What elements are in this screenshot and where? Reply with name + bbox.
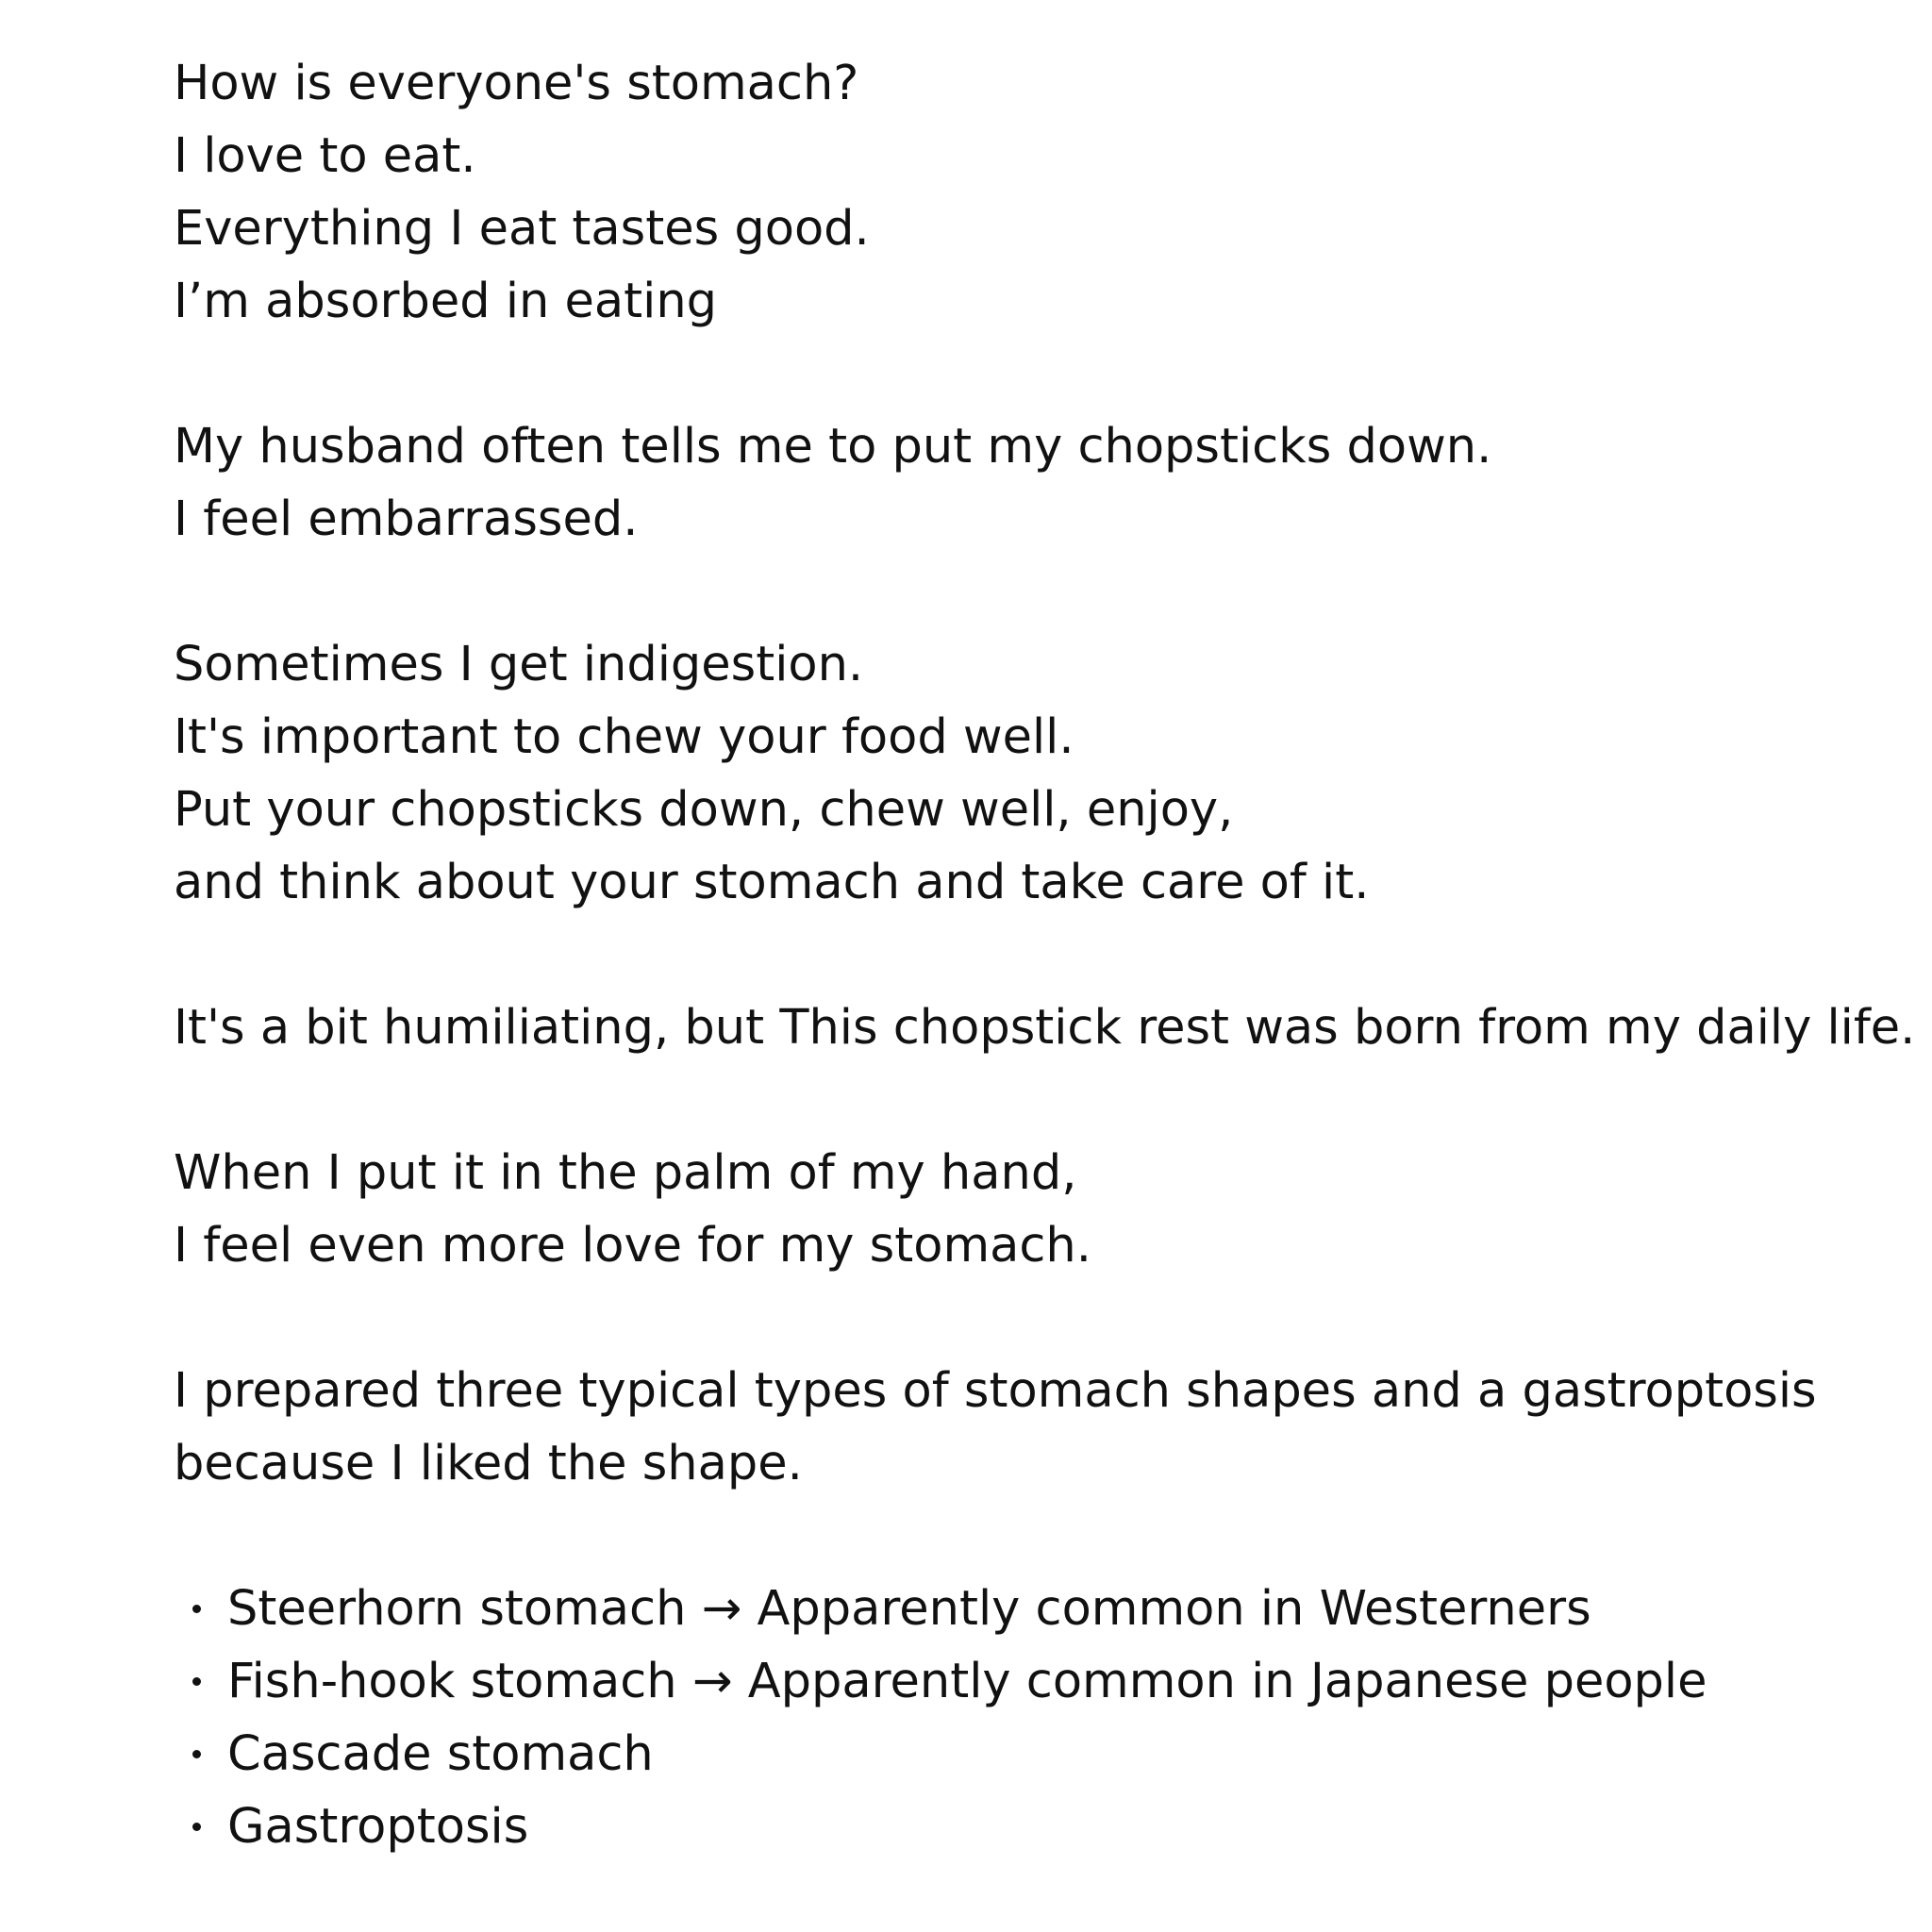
text-line: I feel embarrassed. (174, 491, 639, 547)
list-item (174, 1645, 1909, 1718)
list-item-text: Gastroptosis (227, 1799, 529, 1855)
list-item-text: Steerhorn stomach → Apparently common in Westerners (227, 1581, 1591, 1637)
bullet-dot-icon (192, 1605, 201, 1613)
list-item-text: Cascade stomach (227, 1726, 654, 1782)
paragraph-gap (174, 338, 1909, 410)
text-line: and think about your stomach and take care of it. (174, 855, 1370, 910)
paragraph-intro (174, 47, 1909, 338)
text-line: My husband often tells me to put my chopsticks down. (174, 419, 1492, 475)
text-line: I’m absorbed in eating (174, 274, 718, 329)
text-line: When I put it in the palm of my hand, (174, 1145, 1077, 1201)
text-line: Everything I eat tastes good. (174, 201, 870, 257)
paragraph-husband (174, 410, 1909, 556)
paragraph-palm (174, 1137, 1909, 1282)
list-item (174, 1718, 1909, 1790)
paragraph-gap (174, 1064, 1909, 1137)
bullet-dot-icon (192, 1750, 201, 1758)
text-line: I love to eat. (174, 128, 476, 184)
bullet-dot-icon (192, 1677, 201, 1686)
paragraph-gap (174, 1282, 1909, 1355)
text-line: because I liked the shape. (174, 1436, 803, 1491)
text-line: It's a bit humiliating, but This chopstick rest was born from my daily life. (174, 1000, 1916, 1056)
text-line: How is everyone's stomach? (174, 56, 859, 111)
list-item (174, 1573, 1909, 1645)
paragraph-origin (174, 991, 1916, 1064)
text-line: Put your chopsticks down, chew well, enjoy, (174, 782, 1234, 838)
text-line: I feel even more love for my stomach. (174, 1218, 1091, 1274)
paragraph-gap (174, 1500, 1909, 1573)
stomach-types-list (174, 1573, 1909, 1863)
paragraph-gap (174, 556, 1909, 628)
text-line: It's important to chew your food well. (174, 709, 1074, 765)
paragraph-shapes (174, 1355, 1909, 1500)
paragraph-gap (174, 919, 1909, 991)
paragraph-indigestion (174, 628, 1909, 919)
text-line: I prepared three typical types of stomach shapes and a gastroptosis (174, 1363, 1817, 1419)
list-item-text: Fish-hook stomach → Apparently common in Japanese people (227, 1654, 1707, 1709)
document-body (174, 47, 1916, 1863)
bullet-dot-icon (192, 1823, 201, 1831)
text-line: Sometimes I get indigestion. (174, 637, 864, 692)
list-item (174, 1790, 1909, 1863)
